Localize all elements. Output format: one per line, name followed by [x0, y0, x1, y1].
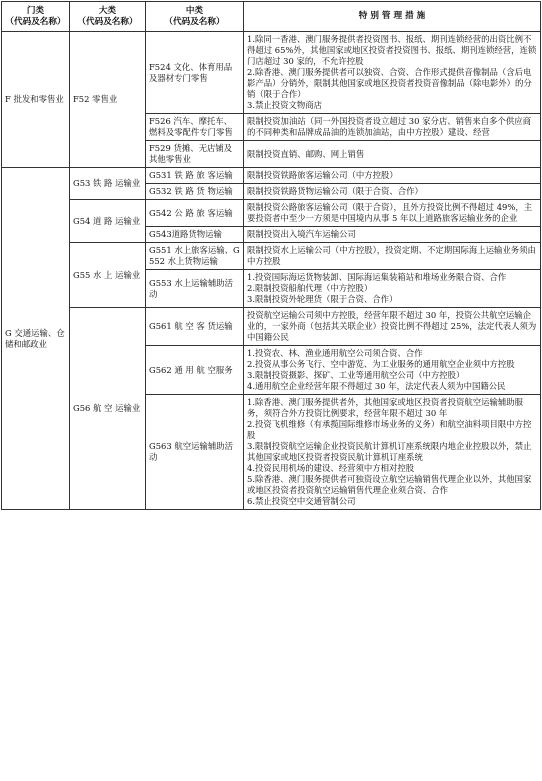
- header-big: 大类 （代码及名称）: [70, 2, 146, 32]
- measure-text: 4.通用航空企业经营年限不得超过 30 年，法定代表人须为中国籍公民: [247, 381, 506, 391]
- big-F52: F52 零售业: [70, 32, 146, 168]
- measure-text: 1.除同一香港、澳门服务提供者投资图书、报纸、期刊连锁经营的出资比例不得超过 65%外，其他国家或地区投资者投资图书、报纸、期刊连锁经营，连锁门店超过 30 家的，不允许控股: [247, 34, 537, 66]
- big-G54: G54 道 路 运输业: [70, 200, 146, 243]
- measure-text: 限制投资直销、邮购、网上销售: [247, 148, 365, 159]
- measure-text: 1.投资国际海运货物装卸、国际海运集装箱站和堆场业务限合资、合作: [247, 272, 507, 282]
- measure-text: 2.投资飞机维修（有承揽国际维修市场业务的义务）和航空油料项目限中方控股: [247, 419, 532, 440]
- door-F: F 批发和零售业: [2, 32, 70, 168]
- spec-G562: [244, 346, 541, 395]
- mid-F526: F526 汽车、摩托车、燃料及零配件专门零售: [146, 114, 244, 141]
- measure-text: 限制投资公路旅客运输公司（限于合资），且外方投资比例不得超过 49%，主要投资者中至少一方须是中国境内从事 5 年以上道路旅客运输业务的企业: [247, 202, 533, 223]
- mid-F524: F524 文化、体育用品及器材专门零售: [146, 32, 244, 114]
- door-G: G 交通运输、仓储和邮政业: [2, 168, 70, 510]
- spec-F529: [244, 141, 541, 168]
- header-row: [2, 2, 541, 32]
- measures-table: [1, 1, 541, 510]
- mid-G553: G553 水上运输辅助活动: [146, 270, 244, 308]
- measure-text: 6.禁止投资空中交通管制公司: [247, 496, 356, 506]
- table-row: [2, 168, 541, 184]
- table-row: [2, 200, 541, 227]
- spec-G531: [244, 168, 541, 184]
- measure-text: 限制投资铁路货物运输公司（限于合资、合作）: [247, 186, 423, 196]
- measure-text: 3.禁止投资文物商店: [247, 100, 322, 110]
- header-mid: 中类 （代码及名称）: [146, 2, 244, 32]
- header-spec: 特 别 管 理 措 施: [244, 2, 541, 32]
- measure-text: 2.除香港、澳门服务提供者可以独资、合资、合作形式提供音像制品（含后电影产品）分销外，限制其他国家或地区投资者投资音像制品（除电影外）的分销（限于合作）: [247, 67, 532, 99]
- spec-G551: [244, 243, 541, 270]
- mid-F529: F529 货摊、无店铺及其他零售业: [146, 141, 244, 168]
- table-row: [2, 32, 541, 114]
- measure-text: 2.投资从事公务飞行、空中游览、为工业服务的通用航空企业须中方控股: [247, 359, 515, 369]
- spec-G563: [244, 395, 541, 510]
- big-G53: G53 铁 路 运输业: [70, 168, 146, 200]
- measure-text: 2.限制投资船舶代理（中方控股）: [247, 283, 373, 293]
- measure-text: 3.限制投资外轮理货（限于合资、合作）: [247, 294, 398, 304]
- mid-G542: G542 公 路 旅 客运输: [146, 200, 244, 227]
- spec-G532: [244, 184, 541, 200]
- measure-text: 3.限制投资摄影、探矿、工业等通用航空公司（中方控股）: [247, 370, 465, 380]
- mid-G531: G531 铁 路 旅 客运输: [146, 168, 244, 184]
- mid-G551: G551 水上旅客运输、G552 水上货物运输: [146, 243, 244, 270]
- spec-G542: [244, 200, 541, 227]
- measure-text: 4.投资民用机场的建设、经营须中方相对控股: [247, 463, 415, 473]
- spec-G561: [244, 308, 541, 346]
- measure-text: 限制投资铁路旅客运输公司（中方控股）: [247, 170, 398, 180]
- measure-text: 限制投资加油站（同一外国投资者设立超过 30 家分店、销售来自多个供应商的不同种类和品牌成品油的连锁加油站，由中方控股）建设、经营: [247, 116, 531, 137]
- measure-text: 1.投资农、林、渔业通用航空公司须合资、合作: [247, 348, 423, 358]
- measure-text: 限制投资出入境汽车运输公司: [247, 229, 356, 239]
- measure-text: 限制投资水上运输公司（中方控股），投资定期、不定期国际海上运输业务须由中方控股: [247, 245, 536, 266]
- mid-G532: G532 铁 路 货 物运输: [146, 184, 244, 200]
- table-row: [2, 243, 541, 270]
- header-door: 门类 （代码及名称）: [2, 2, 70, 32]
- table-row: [2, 308, 541, 346]
- measure-text: 5.除香港、澳门服务提供者可独资设立航空运输销售代理企业以外，其他国家或地区投资者投资航空运输销售代理企业须合资、合作: [247, 474, 532, 495]
- spec-F526: [244, 114, 541, 141]
- mid-G562: G562 通 用 航 空服务: [146, 346, 244, 395]
- spec-G553: [244, 270, 541, 308]
- spec-G543: [244, 227, 541, 243]
- big-G55: G55 水 上 运输业: [70, 243, 146, 308]
- big-G56: G56 航 空 运输业: [70, 308, 146, 510]
- measure-text: 1.除香港、澳门服务提供者外，其他国家或地区投资者投资航空运输辅助服务，须符合外方投资比例要求，经营年限不超过 30 年: [247, 397, 523, 418]
- mid-G561: G561 航 空 客 货运输: [146, 308, 244, 346]
- mid-G563: G563 航空运输辅助活动: [146, 395, 244, 510]
- mid-G543: G543道路货物运输: [146, 227, 244, 243]
- spec-F524: [244, 32, 541, 114]
- measure-text: 3.限制投资航空运输企业投资民航计算机订座系统限内地企业控股以外，禁止其他国家或地区投资者投资民航计算机订座系统: [247, 441, 532, 462]
- measure-text: 投资航空运输公司须中方控股，经营年限不超过 30 年，投资公共航空运输企业的，一家外商（包括其关联企业）投资比例不得超过 25%，法定代表人须为中国籍公民: [247, 310, 537, 342]
